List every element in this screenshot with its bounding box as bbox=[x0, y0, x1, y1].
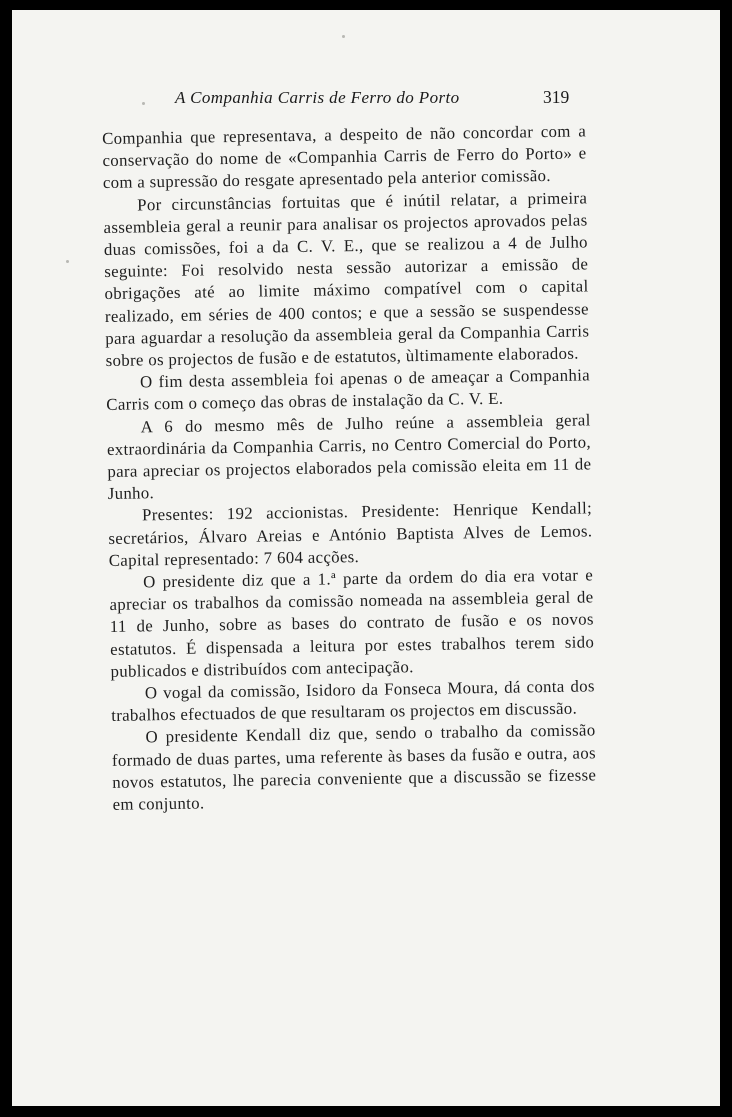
running-header bbox=[12, 88, 720, 118]
document-page bbox=[12, 10, 720, 1106]
running-title: A Companhia Carris de Ferro do Porto bbox=[175, 88, 460, 107]
page-speck bbox=[66, 260, 69, 263]
paragraph: Companhia que representava, a despeito de não concordar com a conservação do nome de «Companhia Carris de Ferro do Porto» e com a supressão do resgate apresentado pela anterior comissão. bbox=[102, 121, 587, 193]
paragraph: O presidente diz que a 1.ª parte da ordem do dia era votar e apreciar os trabalhos da comissão nomeada na assembleia geral de 11 de Junho, sobre as bases do contrato de fusão e os novos estatutos. É dispensada a leitura por estes trabalhos terem sido publicados e distribuídos com antecipação. bbox=[109, 565, 595, 681]
paragraph: O vogal da comissão, Isidoro da Fonseca Moura, dá conta dos trabalhos efectuados de que resultaram os projectos em discussão. bbox=[111, 676, 595, 726]
body-text bbox=[102, 120, 597, 816]
paragraph: Por circunstâncias fortuitas que é inútil relatar, a primeira assembleia geral a reunir para analisar os projectos aprovados pelas duas comissões, foi a da C. V. E., que se realizou a 4 de Julho seguinte: Foi resolvido nesta sessão autorizar a emissão de obrigações até ao limite máximo compatível com o capital realizado, em séries de 400 contos; e que a sessão se suspendesse para aguardar a resolução da assembleia geral da Companhia Carris sobre os projectos de fusão e de estatutos, ùltimamente elaborados. bbox=[103, 187, 590, 371]
paragraph: O fim desta assembleia foi apenas o de ameaçar a Companhia Carris com o começo das obras de instalação da C. V. E. bbox=[106, 365, 591, 415]
paragraph: O presidente Kendall diz que, sendo o trabalho da comissão formado de duas partes, uma referente às bases da fusão e outra, aos novos estatutos, lhe parecia conveniente que a discussão se fizesse em conjunto. bbox=[111, 720, 597, 815]
paragraph: Presentes: 192 accionistas. Presidente: Henrique Kendall; secretários, Álvaro Areias e António Baptista Alves de Lemos. Capital representado: 7 604 acções. bbox=[108, 498, 593, 570]
page-speck bbox=[142, 102, 145, 105]
page-number: 319 bbox=[543, 87, 570, 107]
page-speck bbox=[342, 35, 345, 38]
paragraph: A 6 do mesmo mês de Julho reúne a assembleia geral extraordinária da Companhia Carris, no Centro Comercial do Porto, para apreciar os projectos elaborados pela comissão eleita em 11 de Junho. bbox=[106, 410, 592, 504]
